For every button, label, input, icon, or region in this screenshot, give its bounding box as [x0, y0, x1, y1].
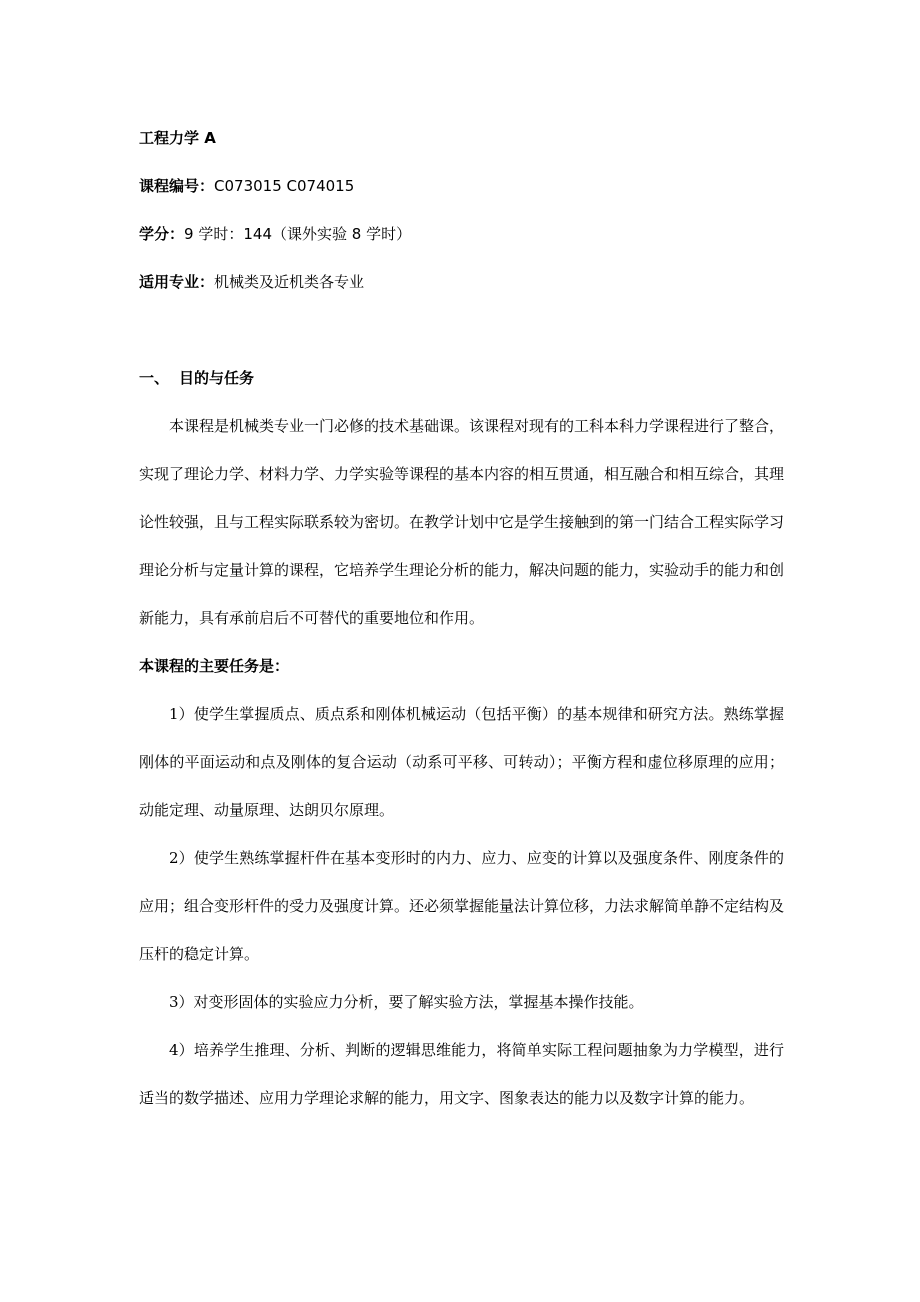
course-title: 工程力学 A	[139, 129, 216, 147]
course-code-line	[139, 176, 354, 196]
course-code-label: 课程编号：	[139, 177, 215, 195]
hours-label: 学时：	[198, 225, 244, 243]
major-value: 机械类及近机类各专业	[214, 273, 365, 291]
task-item: 2）使学生熟练掌握杆件在基本变形时的内力、应力、应变的计算以及强度条件、刚度条件的应用；组合变形杆件的受力及强度计算。还必须掌握能量法计算位移，力法求解简单静不定结构及压杆的稳定计算。	[139, 849, 785, 963]
task-item: 4）培养学生推理、分析、判断的逻辑思维能力，将简单实际工程问题抽象为力学模型，进行适当的数学描述、应用力学理论求解的能力，用文字、图象表达的能力以及数字计算的能力。	[139, 1041, 784, 1107]
section-title: 目的与任务	[179, 369, 255, 387]
section-heading	[139, 368, 254, 388]
intro-paragraph: 本课程是机械类专业一门必修的技术基础课。该课程对现有的工科本科力学课程进行了整合，实现了理论力学、材料力学、力学实验等课程的基本内容的相互贯通，相互融合和相互综合，其理论性较强，且与工程实际联系较为密切。在教学计划中它是学生接触到的第一门结合工程实际学习理论分析与定量计算的课程，它培养学生理论分析的能力，解决问题的能力，实验动手的能力和创新能力，具有承前启后不可替代的重要地位和作用。	[139, 417, 785, 627]
task-item: 1）使学生掌握质点、质点系和刚体机械运动（包括平衡）的基本规律和研究方法。熟练掌握刚体的平面运动和点及刚体的复合运动（动系可平移、可转动）；平衡方程和虚位移原理的应用；动能定理、动量原理、达朗贝尔原理。	[139, 705, 784, 819]
major-label: 适用专业：	[139, 273, 215, 291]
hours-value: 144（课外实验 8 学时）	[243, 225, 412, 243]
tasks-heading: 本课程的主要任务是：	[139, 657, 290, 675]
section-number: 一、	[139, 369, 170, 387]
credits-line	[139, 224, 411, 244]
credits-label: 学分：	[139, 225, 185, 243]
major-line	[139, 272, 364, 292]
course-code-value: C073015 C074015	[214, 177, 355, 195]
credits-value: 9	[184, 225, 194, 243]
task-item: 3）对变形固体的实验应力分析，要了解实验方法，掌握基本操作技能。	[169, 993, 644, 1011]
